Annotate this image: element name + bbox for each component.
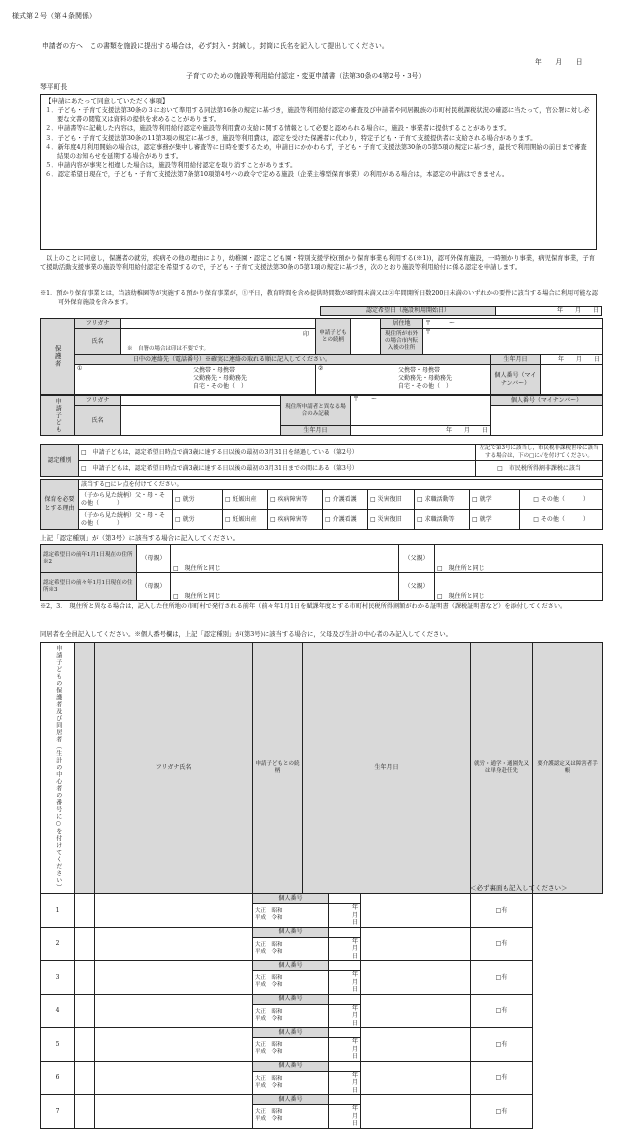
- consent-heading: 【申請にあたって同意していただく事項】: [45, 97, 169, 105]
- guardian-mynumber-label: 個人番号（マイナンバー）: [491, 365, 541, 395]
- household-row: [41, 994, 603, 1004]
- note-1: ※1．預かり保育事業とは，当該幼稚園等が実施する預かり保育事業が，①平日，教育時間を含め提供時間数が8時間未満又は②年間開所日数200日未満のいずれかの要件に該当する場合に利用可能な認可外保育施設を含みます。: [40, 290, 598, 306]
- consent-item: ２．申請書等に記載した内容は，施設等利用給付認定や施設等利用費の支給に関する情報として必要と認められる場合に，施設・事業者に提供することがあります。: [45, 125, 511, 133]
- seal-mark: 印: [302, 331, 309, 338]
- household-era-options[interactable]: 大正 昭和 平成 令和: [253, 1038, 329, 1062]
- household-relation-field[interactable]: [95, 1028, 253, 1062]
- guardian-contact-label: 日中の連絡先（電話番号）※確実に連絡の取れる順に記入してください。: [75, 355, 491, 365]
- child-furigana-label: フリガナ: [75, 396, 121, 406]
- category-label: 認定種別: [41, 445, 79, 477]
- reason-row-2-who[interactable]: （子から見た続柄）父・母・その他（ ）: [79, 510, 173, 530]
- household-row-number[interactable]: 4: [41, 994, 75, 1028]
- seal-note: ※ 自署の場合は印は不要です。: [127, 346, 210, 353]
- child-mynumber-label: 個人番号（マイナンバー）: [491, 396, 603, 406]
- guardian-relation-field[interactable]: [351, 319, 381, 355]
- reason-option[interactable]: □ 妊娠出産: [223, 490, 268, 510]
- household-care-field[interactable]: □有: [471, 1028, 533, 1062]
- household-relation-field[interactable]: [95, 894, 253, 928]
- child-birth-label: 生年月日: [281, 426, 351, 436]
- consent-item: ３．子ども・子育て支援法第30条の11第3項の規定に基づき，施設等利用費は，認定を受けた保護者に代わり，特定子ども・子育て支援提供者に支給される場合があります。: [45, 134, 537, 142]
- household-care-field[interactable]: □有: [471, 961, 533, 995]
- reason-option[interactable]: □ 就学: [470, 510, 520, 530]
- category-opt-3[interactable]: □ 申請子どもは，認定希望日時点で満3歳に達する日以後の最初の3月31日までの間にある（第3号）: [79, 461, 476, 477]
- addr-two-years-mother-label: （母親）: [137, 573, 171, 601]
- household-era-options[interactable]: 大正 昭和 平成 令和: [253, 937, 329, 961]
- household-era-options[interactable]: 大正 昭和 平成 令和: [253, 1105, 329, 1129]
- addr-prev-year-mother-label: （母親）: [137, 545, 171, 573]
- household-work-field[interactable]: [361, 894, 471, 928]
- household-birth-field[interactable]: 年 月 日: [329, 937, 361, 961]
- reason-row-2: [41, 510, 603, 530]
- household-work-field[interactable]: [361, 1061, 471, 1095]
- household-head-relation: 申請子どもとの続柄: [253, 643, 303, 894]
- household-birth-field[interactable]: 年 月 日: [329, 1105, 361, 1129]
- addr-prev-year-father-label: （父親）: [399, 545, 435, 573]
- guardian-name-field[interactable]: [121, 329, 316, 355]
- guardian-residence-label: 居住地: [381, 319, 423, 329]
- child-address-label: 現住所申請者と異なる場合のみ記載: [281, 396, 351, 426]
- reason-option[interactable]: □ 介護看護: [323, 510, 368, 530]
- household-relation-field[interactable]: [95, 961, 253, 995]
- guardian-prev-address-label: 現住所が市外の場合市内転入後の住所: [381, 329, 423, 355]
- household-name-field[interactable]: [75, 1095, 95, 1129]
- household-birth-field[interactable]: 年 月 日: [329, 1038, 361, 1062]
- household-care-field[interactable]: □有: [471, 994, 533, 1028]
- household-relation-field[interactable]: [95, 1095, 253, 1129]
- household-care-field[interactable]: □有: [471, 1095, 533, 1129]
- household-relation-field[interactable]: [95, 994, 253, 1028]
- household-head-work: 就労・通学・通園先又は単身赴任先: [471, 643, 533, 894]
- consent-item: １．子ども・子育て支援法第30条の３において準用する同法第16条の規定に基づき，施設等利用給付認定の審査及び申請者や同居親族の市町村民税課税状況の確認に当たって，官公署に対し必要な文書の閲覧又は資料の提供を求めることがあります。: [45, 107, 590, 124]
- household-row-number[interactable]: 6: [41, 1061, 75, 1095]
- household-row: [41, 894, 603, 904]
- desired-date-field[interactable]: 年 月 日: [496, 307, 602, 316]
- date-label: 年 月 日: [535, 58, 583, 66]
- household-side-label: 申請子どもの保護者及び同居者（生計の中心者の番号に○を付けてください）: [41, 643, 75, 894]
- household-mynumber-label: 個人番号: [253, 1061, 329, 1071]
- household-head-no: [75, 643, 95, 894]
- guardian-name-label: 氏名: [75, 329, 121, 355]
- category-side-note: 左記で第3号に該当し，市民税非課税世帯に該当する場合は，下の□に✓を付けてください。: [476, 445, 603, 461]
- category-table: [40, 444, 603, 477]
- reason-option[interactable]: □ 就労: [173, 490, 223, 510]
- child-name-field[interactable]: [121, 406, 281, 436]
- household-care-field[interactable]: □有: [471, 894, 533, 928]
- household-birth-field[interactable]: 年 月 日: [329, 1071, 361, 1095]
- desired-date-label: 認定希望日（施設利用開始日）: [321, 307, 496, 316]
- contact-2-marker: ②: [318, 365, 324, 372]
- household-row-number[interactable]: 1: [41, 894, 75, 928]
- household-mynumber-label: 個人番号: [253, 994, 329, 1004]
- guardian-residence-field[interactable]: 〒 ー: [423, 319, 603, 329]
- reason-option[interactable]: □ 妊娠出産: [223, 510, 268, 530]
- household-head-care: 要介護認定又は障害者手帳: [533, 643, 603, 894]
- household-care-field[interactable]: □有: [471, 927, 533, 961]
- household-mynumber-label: 個人番号: [253, 961, 329, 971]
- reason-option[interactable]: □ 就学: [470, 490, 520, 510]
- reason-option[interactable]: □ その他（ ）: [520, 510, 603, 530]
- household-mynumber-field[interactable]: [329, 1061, 361, 1071]
- addr-two-years-label: 認定希望日の前々年1月1日現在の住所※3: [41, 573, 137, 601]
- household-mynumber-field[interactable]: [329, 894, 361, 904]
- household-name-field[interactable]: [75, 894, 95, 928]
- reason-option[interactable]: □ 疾病障害等: [268, 510, 323, 530]
- household-head-name: フリガナ氏名: [95, 643, 253, 894]
- household-relation-field[interactable]: [95, 1061, 253, 1095]
- reason-row-1: [41, 490, 603, 510]
- household-mynumber-label: 個人番号: [253, 894, 329, 904]
- guardian-contact-1[interactable]: [75, 365, 316, 395]
- household-care-field[interactable]: □有: [471, 1061, 533, 1095]
- household-mynumber-label: 個人番号: [253, 927, 329, 937]
- category-side-check[interactable]: □ 市民税所得割非課税に該当: [476, 461, 603, 477]
- household-mynumber-field[interactable]: [329, 1095, 361, 1105]
- household-birth-field[interactable]: 年 月 日: [329, 904, 361, 928]
- household-name-field[interactable]: [75, 994, 95, 1028]
- category-opt-2[interactable]: □ 申請子どもは，認定希望日時点で満3歳に達する日以後の最初の3月31日を経過している（第2号）: [79, 445, 476, 461]
- addressee: 琴平町長: [40, 83, 68, 91]
- household-row-number[interactable]: 7: [41, 1095, 75, 1129]
- addr-prev-year-label: 認定希望日の前年1月1日現在の住所※2: [41, 545, 137, 573]
- reason-option[interactable]: □ 求職活動等: [415, 490, 470, 510]
- household-name-field[interactable]: [75, 1028, 95, 1062]
- household-name-field[interactable]: [75, 961, 95, 995]
- child-address-field[interactable]: 〒 ー: [351, 396, 491, 426]
- household-era-options[interactable]: 大正 昭和 平成 令和: [253, 1004, 329, 1028]
- addr-two-years-father-label: （父親）: [399, 573, 435, 601]
- household-work-field[interactable]: [361, 961, 471, 995]
- applicant-note: 申請者の方へ この書類を施設に提出する場合は，必ず封入・封緘し，封筒に氏名を記入して提出してください。: [42, 42, 389, 50]
- guardian-relation-label: 申請子どもとの続柄: [316, 319, 351, 355]
- guardian-furigana-label: フリガナ: [75, 319, 121, 329]
- household-intro: 同居者を全員記入してください。※個人番号欄は，上記「認定種別」が(第3号)に該当する場合に，父母及び生計の中心者のみ記入してください。: [40, 631, 452, 638]
- addr-note: ※2，3． 現住所と異なる場合は，記入した住所地の市町村で発行される前年（前々年1月1日を賦課年度とする市町村民税所得割額がわかる証明書（課税証明書など）を添付してください。: [40, 603, 567, 610]
- addr-two-years-mother-field[interactable]: □ 現住所と同じ: [171, 573, 399, 601]
- household-era-options[interactable]: 大正 昭和 平成 令和: [253, 904, 329, 928]
- household-row-number[interactable]: 5: [41, 1028, 75, 1062]
- reason-option[interactable]: □ 就労: [173, 510, 223, 530]
- contact-1-marker: ①: [77, 365, 83, 372]
- household-row: [41, 1061, 603, 1071]
- consent-item: ５．申請内容が事実と相違した場合は，施設等利用給付認定を取り消すことがあります。: [45, 161, 297, 169]
- addr-table: [40, 544, 603, 601]
- contact-2-options: 父携帯・母携帯 父勤務先・母勤務先 自宅・その他（ ）: [398, 367, 453, 391]
- reason-option[interactable]: □ 求職活動等: [415, 510, 470, 530]
- household-row-number[interactable]: 2: [41, 927, 75, 961]
- footer-note: ＜必ず裏面も記入してください＞: [470, 884, 568, 892]
- household-work-field[interactable]: [361, 994, 471, 1028]
- consent-item: ４．新年度4月利用開始の場合は，認定事務が集中し審査等に日時を要するため，申請日にかかわらず，子ども・子育て支援法第30条の5第5項の規定に基づき，最長で利用開始の前日まで審査結果のお知らせを延期する場合があります。: [45, 143, 587, 160]
- reason-option[interactable]: □ 災害復旧: [368, 510, 415, 530]
- reason-label: 保育を必要とする理由: [41, 480, 79, 530]
- consent-list: [45, 106, 592, 179]
- intro-text: 以上のことに同意し，保護者の就労，疾病その他の理由により，幼稚園・認定こども園・特別支援学校(預かり保育事業も利用する(※1))，認可外保育施設，一時預かり事業，病児保育事業，子育て援助活動支援事業の施設等利用給付認定を希望するので，子ども・子育て支援法第30条の5第1項の規定に基づき，次のとおり施設等利用給付に係る認定を申請します。: [40, 255, 596, 272]
- consent-box: [40, 94, 597, 250]
- household-birth-field[interactable]: 年 月 日: [329, 1004, 361, 1028]
- household-name-field[interactable]: [75, 927, 95, 961]
- form-number: 様式第２号（第４条関係）: [12, 12, 96, 20]
- reason-option[interactable]: □ その他（ ）: [520, 490, 603, 510]
- reason-row-1-who[interactable]: （子から見た続柄）父・母・その他（ ）: [79, 490, 173, 510]
- reason-option[interactable]: □ 災害復旧: [368, 490, 415, 510]
- child-mynumber-field[interactable]: [491, 406, 603, 436]
- child-table: [40, 395, 603, 436]
- addr-prev-year-mother-field[interactable]: □ 現住所と同じ: [171, 545, 399, 573]
- household-name-field[interactable]: [75, 1061, 95, 1095]
- child-furigana-field[interactable]: [121, 396, 281, 406]
- guardian-mynumber-field[interactable]: [541, 365, 603, 395]
- guardian-table: [40, 318, 603, 395]
- guardian-furigana-field[interactable]: [121, 319, 316, 329]
- household-row: [41, 1028, 603, 1038]
- household-row: [41, 961, 603, 971]
- guardian-birth-field[interactable]: 年 月 日: [541, 355, 603, 365]
- household-row-number[interactable]: 3: [41, 961, 75, 995]
- addr-intro: 上記「認定種別」が（第3号）に該当する場合に記入してください。: [40, 534, 240, 542]
- household-work-field[interactable]: [361, 927, 471, 961]
- child-section-label: 申請子ども: [41, 396, 75, 436]
- addr-prev-year-father-field[interactable]: □ 現住所と同じ: [435, 545, 603, 573]
- household-relation-field[interactable]: [95, 927, 253, 961]
- reason-option[interactable]: □ 疾病障害等: [268, 490, 323, 510]
- reason-table: [40, 479, 603, 530]
- child-name-label: 氏名: [75, 406, 121, 436]
- reason-option[interactable]: □ 介護看護: [323, 490, 368, 510]
- household-era-options[interactable]: 大正 昭和 平成 令和: [253, 971, 329, 995]
- contact-1-options: 父携帯・母携帯 父勤務先・母勤務先 自宅・その他（ ）: [193, 367, 248, 391]
- household-mynumber-label: 個人番号: [253, 1095, 329, 1105]
- household-mynumber-field[interactable]: [329, 961, 361, 971]
- household-birth-field[interactable]: 年 月 日: [329, 971, 361, 995]
- guardian-contact-2[interactable]: [316, 365, 491, 395]
- consent-item: ６．認定希望日現在で，子ども・子育て支援法第7条第10項第4号ハの政令で定める施設（企業主導型保育事業）の利用がある場合は，本認定の申請はできません。: [45, 171, 509, 178]
- child-birth-field[interactable]: 年 月 日: [351, 426, 491, 436]
- household-mynumber-field[interactable]: [329, 994, 361, 1004]
- household-row: [41, 1095, 603, 1105]
- desired-date-table: [320, 306, 602, 316]
- household-era-options[interactable]: 大正 昭和 平成 令和: [253, 1071, 329, 1095]
- guardian-section-label: 保護者: [41, 319, 75, 395]
- form-title: 子育てのための施設等利用給付認定・変更申請書（法第30条の4第2号・3号）: [186, 72, 426, 80]
- household-work-field[interactable]: [361, 1028, 471, 1062]
- reason-instruction: 該当する□にレ点を付けてください。: [79, 480, 603, 490]
- household-row: [41, 927, 603, 937]
- household-mynumber-label: 個人番号: [253, 1028, 329, 1038]
- guardian-prev-address-field[interactable]: 〒: [423, 329, 603, 355]
- household-head-birth: 生年月日: [303, 643, 471, 894]
- addr-two-years-father-field[interactable]: □ 現住所と同じ: [435, 573, 603, 601]
- household-work-field[interactable]: [361, 1095, 471, 1129]
- guardian-birth-label: 生年月日: [491, 355, 541, 365]
- household-mynumber-field[interactable]: [329, 927, 361, 937]
- household-mynumber-field[interactable]: [329, 1028, 361, 1038]
